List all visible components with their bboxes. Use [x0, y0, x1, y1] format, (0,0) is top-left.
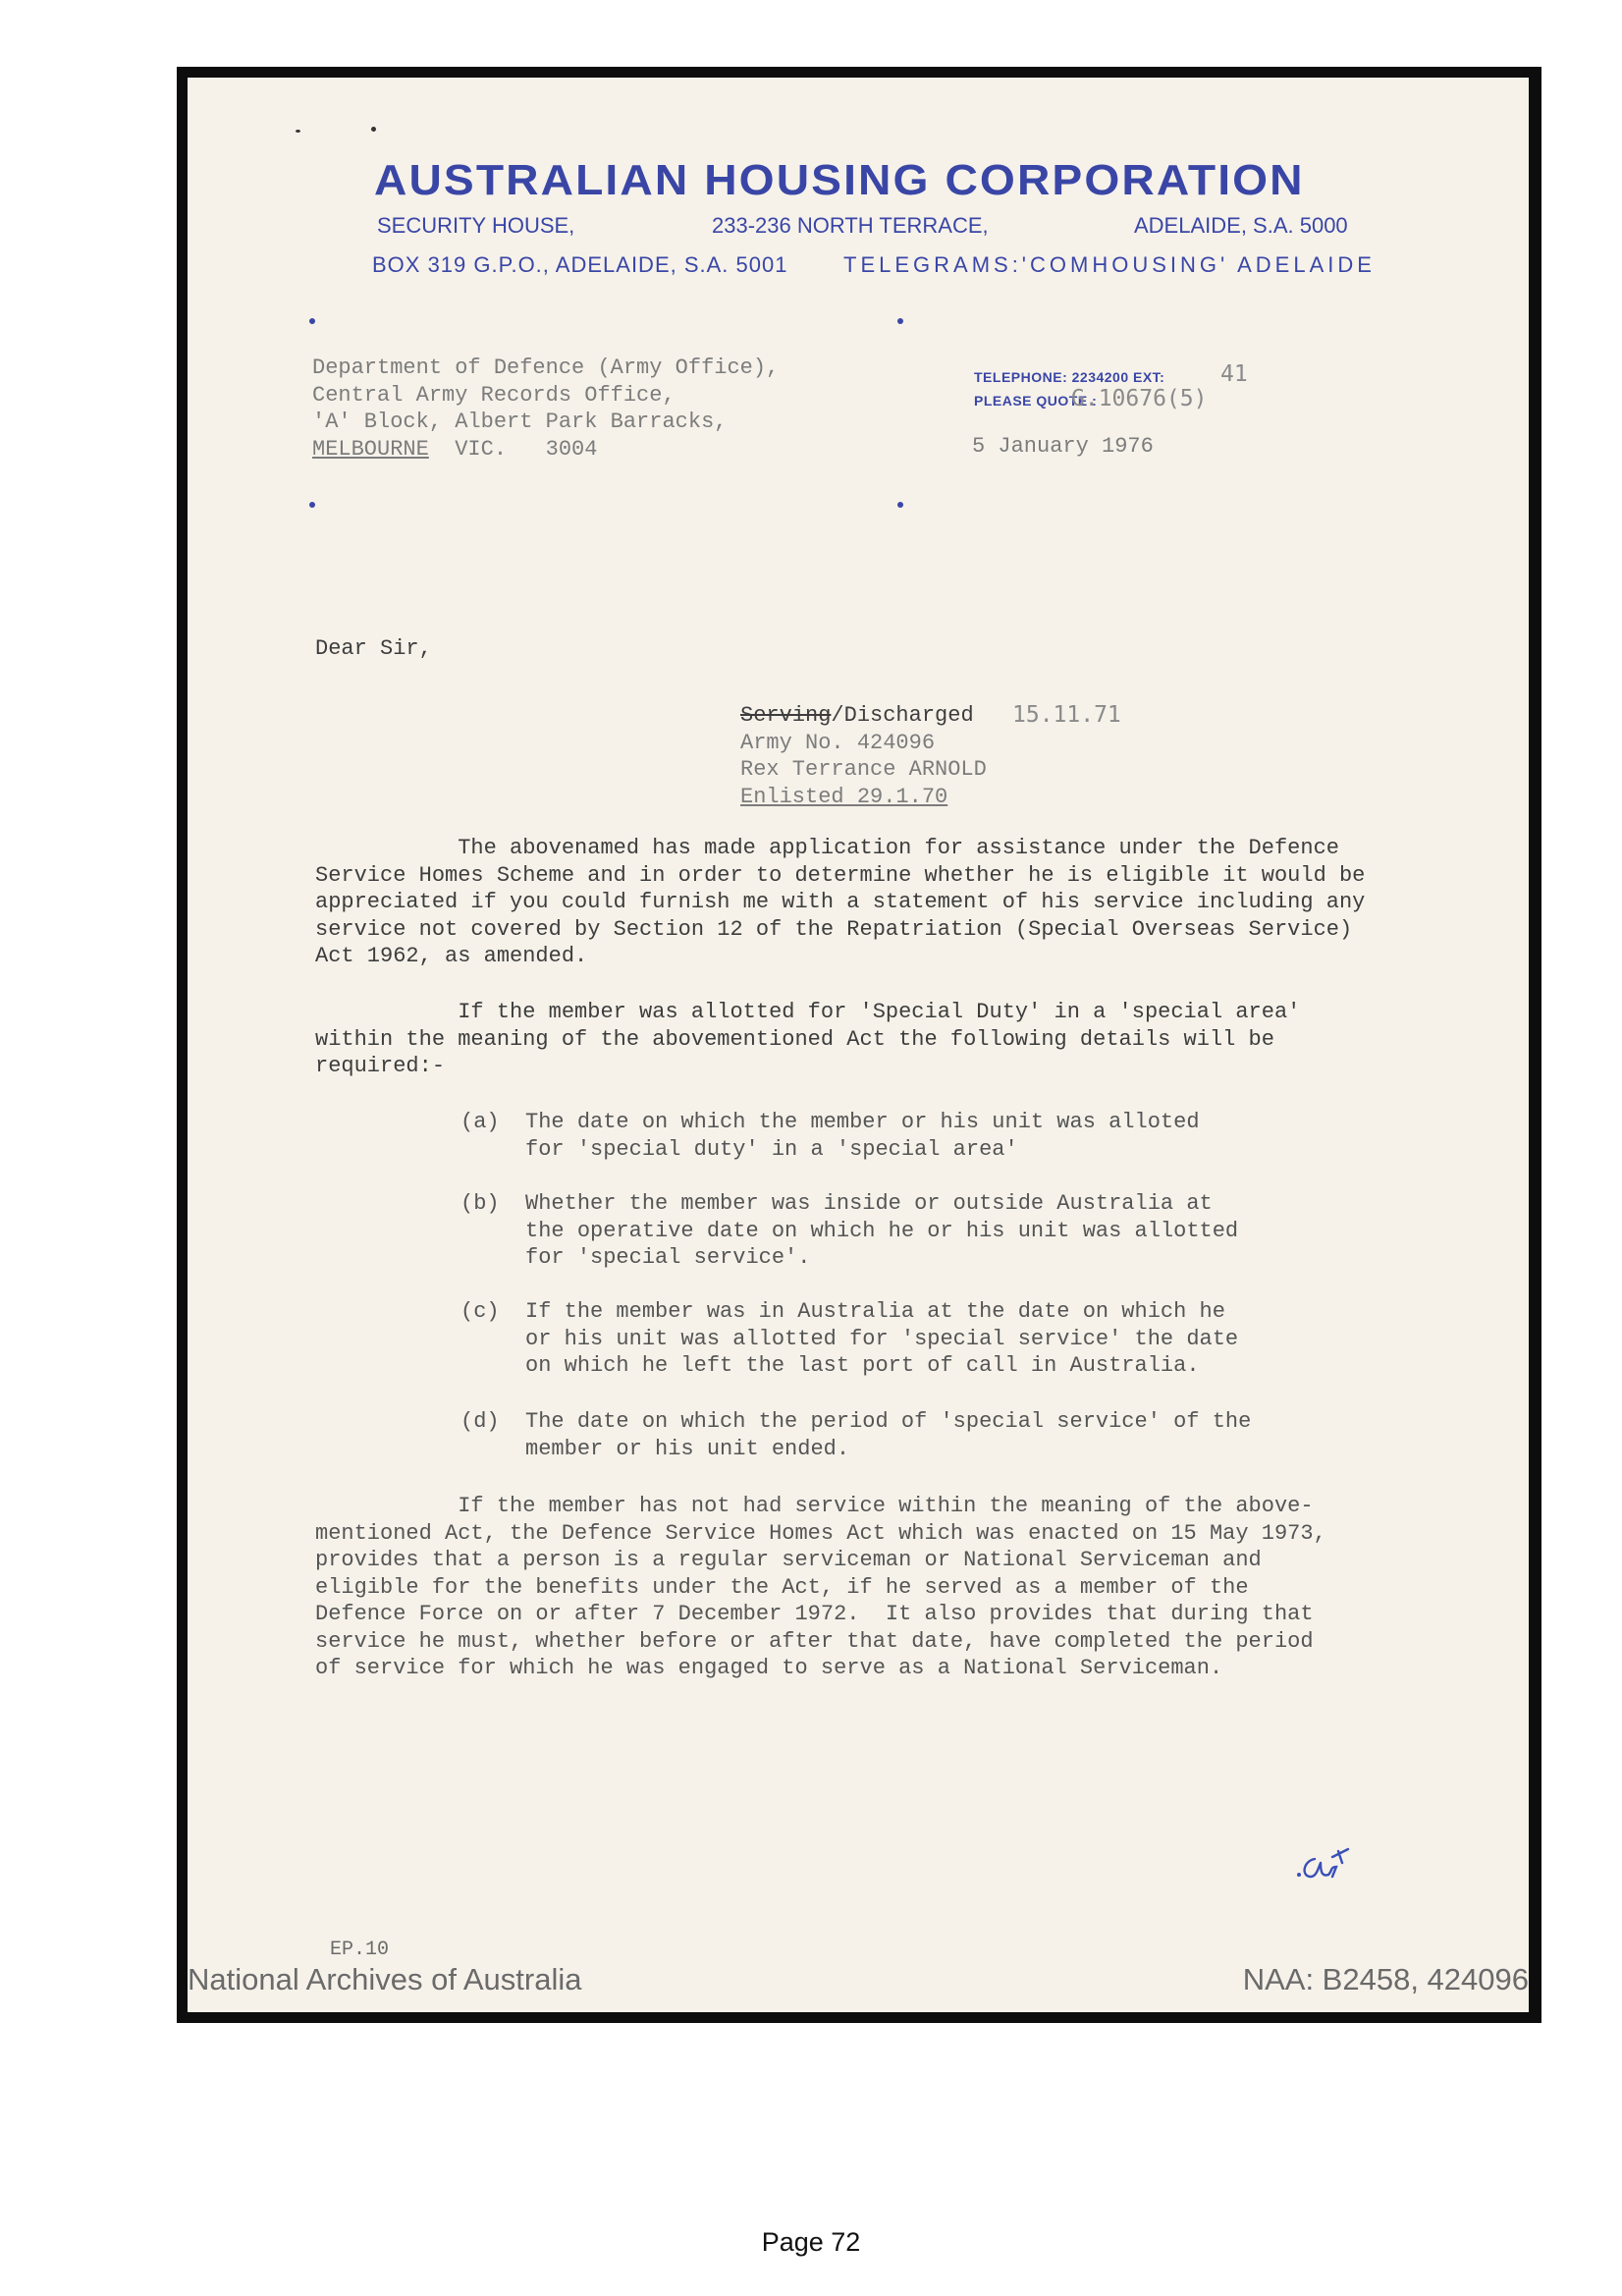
list-item: (c) If the member was in Australia at the date on which he or his unit was allotted for 'special service' the date on which he left the last port of call in Australia. — [460, 1299, 1239, 1378]
address-building: SECURITY HOUSE, — [377, 213, 575, 238]
army-number: Army No. 424096 — [740, 730, 936, 755]
list-item: (b) Whether the member was inside or outside Australia at the operative date on which he or his unit was allotted for 'special service'. — [460, 1191, 1239, 1270]
window-marker-dot — [897, 502, 903, 508]
paper-mark — [296, 130, 300, 133]
window-marker-dot — [309, 502, 315, 508]
telegrams: TELEGRAMS:'COMHOUSING' ADELAIDE — [843, 252, 1376, 277]
status-separator: / — [831, 703, 844, 728]
page-number: Page 72 — [761, 2227, 861, 2257]
telephone-label: TELEPHONE: 2234200 EXT: — [974, 369, 1165, 385]
archive-reference: NAA: B2458, 424096 — [1242, 1962, 1529, 1996]
postal-box: BOX 319 G.P.O., ADELAIDE, S.A. 5001 — [372, 252, 788, 277]
member-status: Discharged — [843, 703, 974, 728]
recipient-address — [312, 355, 779, 463]
archive-caption: National Archives of Australia — [188, 1962, 582, 1996]
body-paragraph: If the member was allotted for 'Special Duty' in a 'special area' within the meaning of the abovementioned Act the following details will be required:- — [315, 1000, 1301, 1078]
quote-label: PLEASE QUOTE : — [974, 393, 1098, 409]
recipient-line: 'A' Block, Albert Park Barracks, — [312, 410, 728, 434]
member-name: Rex Terrance ARNOLD — [740, 757, 987, 782]
signature-initials — [1293, 1845, 1352, 1885]
recipient-city: MELBOURNE — [312, 436, 429, 462]
list-item: (d) The date on which the period of 'special service' of the member or his unit ended. — [460, 1409, 1252, 1461]
recipient-line: Department of Defence (Army Office), — [312, 355, 780, 380]
paper-mark — [371, 127, 376, 132]
window-marker-dot — [897, 318, 903, 324]
address-city: ADELAIDE, S.A. 5000 — [1134, 213, 1348, 238]
window-marker-dot — [309, 318, 315, 324]
letter-page — [188, 78, 1529, 2012]
member-details — [740, 702, 987, 810]
list-item: (a) The date on which the member or his unit was alloted for 'special duty' in a 'special area' — [460, 1110, 1200, 1162]
discharge-date: 15.11.71 — [1012, 702, 1121, 728]
recipient-state-postcode: VIC. 3004 — [428, 436, 598, 462]
status-struck: Serving — [740, 703, 832, 728]
address-street: 233-236 NORTH TERRACE, — [712, 213, 989, 238]
telephone-ext: 41 — [1220, 361, 1248, 387]
salutation: Dear Sir, — [315, 636, 432, 661]
enlisted-date: Enlisted 29.1.70 — [740, 784, 948, 809]
form-code: EP.10 — [330, 1939, 390, 1961]
letter-date: 5 January 1976 — [972, 434, 1154, 459]
recipient-line: Central Army Records Office, — [312, 382, 676, 408]
body-paragraph: If the member has not had service within the meaning of the above- mentioned Act, the Defence Service Homes Act which was enacted on 15 May 1973, provides that a person is a regular serviceman or National Serviceman and eligible for the benefits under the Act, if he served as a member of the Defence Force on or after 7 December 1972. It also provides that during that service he must, whether before or after that date, have completed the period of service for which he was engaged to serve as a National Serviceman. — [315, 1494, 1326, 1680]
body-paragraph: The abovenamed has made application for assistance under the Defence Service Homes Scheme and in order to determine whether he is eligible it would be appreciated if you could furnish me with a statement of his service including any service not covered by Section 12 of the Repatriation (Special Overseas Service) Act 1962, as amended. — [315, 836, 1366, 968]
quote-reference: G.10676(5) — [1071, 386, 1208, 411]
organization-name: AUSTRALIAN HOUSING CORPORATION — [374, 156, 1305, 204]
